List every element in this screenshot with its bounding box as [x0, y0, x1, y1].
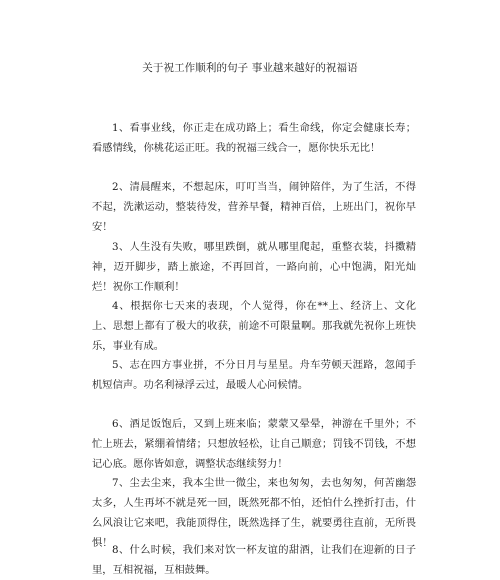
paragraph-2: 2、清晨醒来，不想起床，叮叮当当，闹钟陪伴，为了生活，不得不起，洗漱运动，整装待发，营养早餐，精神百倍，上班出门，祝你早安！: [92, 181, 416, 233]
paragraph-4: 4、根据你七天来的表现，个人觉得，你在**上、经济上、文化上、思想上都有了极大的收获，前途不可限量啊。那我就先祝你上班快乐，事业有成。: [92, 300, 416, 352]
paragraph-3: 3、人生没有失败，哪里跌倒，就从哪里爬起，重整衣装，抖擞精神，迈开脚步，踏上旅途，不再回首，一路向前，心中饱满，阳光灿烂！祝你工作顺利！: [92, 241, 416, 293]
paragraph-1: 1、看事业线，你正走在成功路上；看生命线，你定会健康长寿；看感情线，你桃花运正旺。我的祝福三线合一，愿你快乐无比！: [92, 122, 416, 154]
paragraph-6: 6、酒足饭饱后，又到上班来临；蒙蒙又晕晕，神游在千里外；不忙上班去，紧绷着情绪；只想放轻松，让自己顺意；罚钱不罚钱，不想记心底。愿你皆如意，调整状态继续努力！: [92, 418, 416, 470]
paragraph-5: 5、志在四方事业拼，不分日月与星星。舟车劳顿天涯路，忽闻手机短信声。功名利禄浮云过，最暖人心问候情。: [92, 359, 416, 391]
paragraph-8: 8、什么时候，我们来对饮一杯友谊的甜酒，让我们在迎新的日子里，互相祝福，互相鼓舞。: [92, 544, 416, 576]
paragraph-7: 7、尘去尘来，我本尘世一微尘，来也匆匆，去也匆匆，何苦幽怨太多，人生再坏不就是死一回，既然死都不怕，还怕什么挫折打击，什么风浪让它来吧，我能顶得住，既然选择了生，就要勇往直前，无所畏惧！: [92, 477, 416, 549]
page-title: 关于祝工作顺利的句子 事业越来越好的祝福语: [142, 62, 358, 74]
